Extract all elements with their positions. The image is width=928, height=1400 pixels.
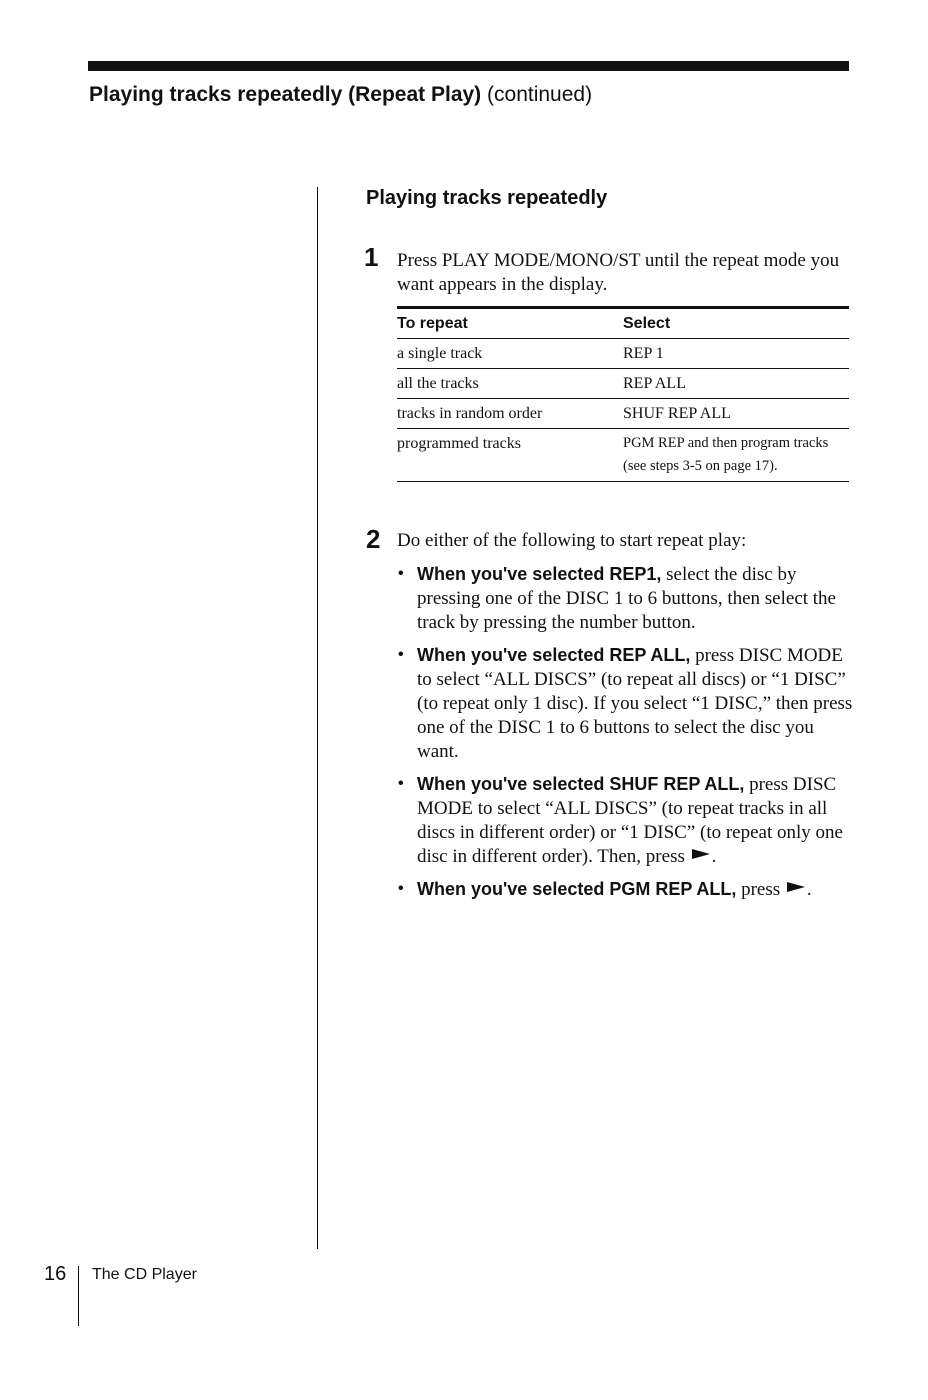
bullet-text: press DISC MODE to select “ALL DISCS” (to repeat tracks in all discs in different order) or “1 DISC” (to repeat only one disc in different order). Then, press: [417, 774, 843, 867]
table-row: [397, 429, 849, 482]
play-icon: [787, 882, 805, 892]
bullet-lead: When you've selected SHUF REP ALL,: [417, 774, 745, 794]
bullet-text: press: [741, 879, 781, 900]
table-cell: PGM REP and then program tracks (see steps 3-5 on page 17).: [623, 435, 829, 474]
section-title: Playing tracks repeatedly: [366, 187, 608, 209]
bullet-text: select the disc by pressing one of the DISC 1 to 6 buttons, then select the track by pressing the number button.: [417, 564, 836, 633]
table-row: [397, 339, 849, 369]
list-item: [397, 643, 857, 764]
table-cell: all the tracks: [397, 375, 479, 392]
page-header: [89, 83, 592, 107]
table-row: [397, 369, 849, 399]
table-cell: REP ALL: [623, 375, 686, 392]
table-header-to-repeat: To repeat: [397, 315, 468, 332]
bullet-tail: .: [806, 879, 812, 900]
repeat-mode-table: [397, 306, 849, 482]
bullet-text: press DISC MODE to select “ALL DISCS” (to repeat all discs) or “1 DISC” (to repeat only 1 disc). If you select “1 DISC,” then press one of the DISC 1 to 6 buttons to select the disc you want.: [417, 645, 853, 762]
step-1-number: 1: [364, 242, 379, 272]
table-header-row: [397, 309, 849, 339]
bullet-lead: When you've selected REP1,: [417, 564, 662, 584]
table-cell: a single track: [397, 345, 483, 362]
table-row: [397, 399, 849, 429]
footer-section-name: The CD Player: [92, 1266, 197, 1283]
table-cell: tracks in random order: [397, 405, 543, 422]
step-2-text: Do either of the following to start repeat play:: [397, 530, 747, 551]
page-header-title: Playing tracks repeatedly (Repeat Play): [89, 83, 482, 106]
step-1-text: Press PLAY MODE/MONO/ST until the repeat mode you want appears in the display.: [397, 250, 840, 295]
table-cell: SHUF REP ALL: [623, 405, 731, 422]
footer-rule: [78, 1266, 79, 1326]
bullet-tail: .: [711, 846, 717, 867]
bullet-dot: •: [398, 646, 404, 663]
table-cell: programmed tracks: [397, 435, 521, 452]
list-item: [397, 877, 857, 902]
list-item: [397, 562, 857, 635]
play-icon: [692, 849, 710, 859]
top-rule: [88, 61, 849, 71]
bullet-lead: When you've selected PGM REP ALL,: [417, 879, 737, 899]
step-2-bullet-list: [397, 562, 857, 910]
page-header-continued: (continued): [487, 83, 593, 106]
bullet-dot: •: [398, 565, 404, 582]
page-number: 16: [44, 1263, 67, 1285]
table-cell: REP 1: [623, 345, 664, 362]
bullet-lead: When you've selected REP ALL,: [417, 645, 691, 665]
step-2-number: 2: [366, 524, 381, 554]
list-item: [397, 772, 857, 869]
table-header-select: Select: [623, 315, 671, 332]
bullet-dot: •: [398, 775, 404, 792]
column-divider: [317, 187, 318, 1249]
bullet-dot: •: [398, 880, 404, 897]
